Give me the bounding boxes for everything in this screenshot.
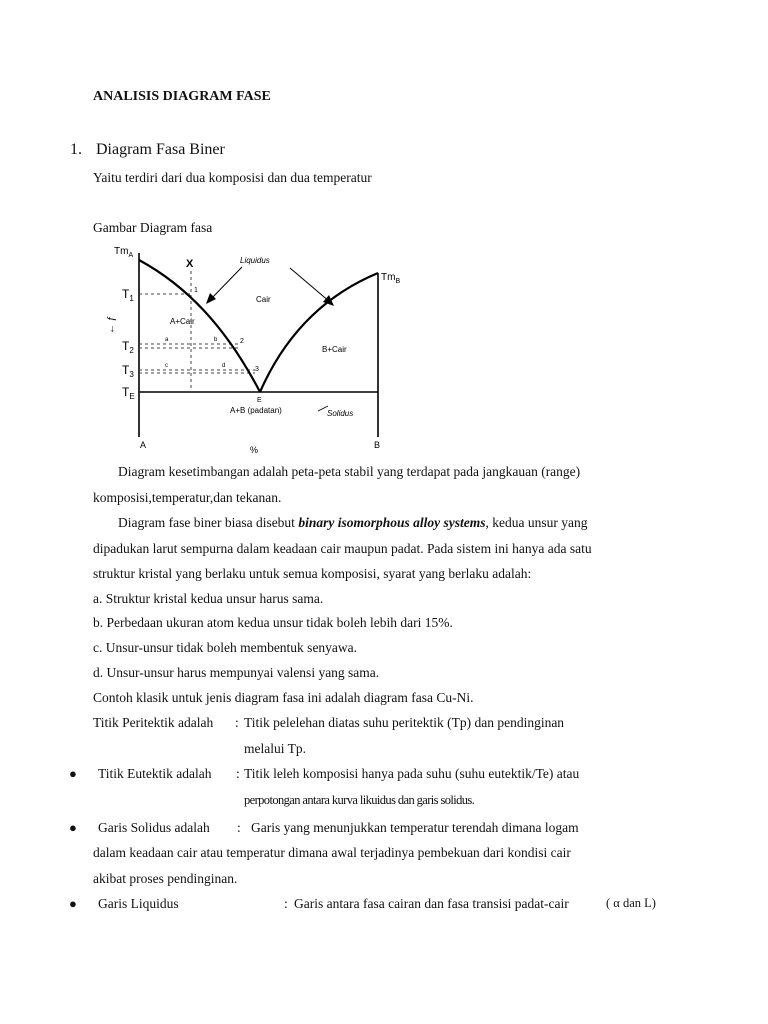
page-title: ANALISIS DIAGRAM FASE [93, 89, 271, 104]
label-cair: Cair [256, 295, 271, 304]
section-title: Diagram Fasa Biner [96, 141, 225, 158]
label-padatan: A+B (padatan) [230, 406, 282, 415]
label-point-e: E [257, 397, 262, 404]
label-te: $T_E$ [122, 385, 135, 401]
label-t2: $T_2$ [122, 339, 134, 355]
label-tm-a: $Tm_A$ [114, 246, 134, 259]
liquidus-colon: : [284, 896, 288, 911]
p2-line3: struktur kristal yang berlaku untuk semua komposisi, syarat yang berlaku adalah: [93, 566, 532, 581]
eutektik-colon: : [236, 766, 240, 781]
solidus-def3: akibat proses pendinginan. [93, 871, 238, 886]
arrow-right-shaft [290, 268, 330, 302]
solidus-def2: dalam keadaan cair atau temperatur dimana awal terjadinya pembekuan dari kondisi cair [93, 845, 571, 860]
label-point-a: a [165, 337, 169, 343]
arrow-left-shaft [210, 267, 242, 300]
bullet-dot-liquidus: ● [69, 896, 77, 911]
label-point-2: 2 [240, 338, 244, 345]
section-number: 1. [70, 141, 82, 158]
label-x: X [186, 258, 194, 270]
list-item: b. Perbedaan ukuran atom kedua unsur tidak boleh lebih dari 15%. [93, 615, 453, 630]
label-axis-b: B [374, 440, 381, 450]
list-item: a. Struktur kristal kedua unsur harus sama. [93, 591, 324, 606]
label-solidus: Solidus [327, 409, 354, 418]
p1-line2: komposisi,temperatur,dan tekanan. [93, 490, 282, 505]
label-tm-b: $Tm_B$ [381, 272, 400, 285]
label-point-b: b [214, 337, 218, 343]
label-axis-a: A [140, 440, 147, 450]
label-b-cair: B+Cair [322, 345, 347, 354]
intro-text: Yaitu terdiri dari dua komposisi dan dua temperatur [93, 170, 372, 185]
label-t3: $T_3$ [122, 363, 134, 379]
solidus-colon: : [237, 820, 241, 835]
peritektik-def2: melalui Tp. [244, 741, 306, 756]
term-binary-isomorphous: binary isomorphous alloy systems [298, 515, 486, 530]
bullet-dot-solidus: ● [69, 820, 77, 835]
eutektik-def2: perpotongan antara kurva likuidus dan garis solidus. [244, 793, 475, 807]
list-item: d. Unsur-unsur harus mempunyai valensi yang sama. [93, 665, 380, 680]
liquidus-def1: Garis antara fasa cairan dan fasa transisi padat-cair [294, 896, 569, 911]
liquidus-curve-left [139, 260, 260, 392]
label-temp-axis: ← ƒ [106, 315, 117, 334]
liquidus-def2: ( α dan L) [606, 896, 656, 910]
p2-line2: dipadukan larut sempurna dalam keadaan cair maupun padat. Pada sistem ini hanya ada satu [93, 541, 592, 556]
label-a-cair: A+Cair [170, 317, 195, 326]
label-t1: $T_1$ [122, 287, 134, 303]
phase-diagram [100, 240, 400, 455]
solidus-term: Garis Solidus adalah [98, 820, 210, 835]
example-text: Contoh klasik untuk jenis diagram fasa ini adalah diagram fasa Cu-Ni. [93, 690, 474, 705]
peritektik-term: Titik Peritektik adalah [93, 715, 214, 730]
bullet-dot-eutektik: ● [69, 766, 77, 781]
label-axis-pct: % [250, 445, 259, 455]
figure-caption: Gambar Diagram fasa [93, 220, 213, 235]
liquidus-curve-right [260, 273, 378, 392]
label-point-3: 3 [255, 366, 259, 373]
solidus-def1: Garis yang menunjukkan temperatur terendah dimana logam [251, 820, 579, 835]
label-liquidus: Liquidus [240, 256, 270, 265]
label-point-d: d [222, 363, 226, 369]
eutektik-term: Titik Eutektik adalah [98, 766, 212, 781]
eutektik-def1: Titik leleh komposisi hanya pada suhu (suhu eutektik/Te) atau [244, 766, 580, 781]
peritektik-colon: : [235, 715, 239, 730]
liquidus-term: Garis Liquidus [98, 896, 179, 911]
peritektik-def1: Titik pelelehan diatas suhu peritektik (Tp) dan pendinginan [244, 715, 565, 730]
label-point-c: c [165, 363, 168, 369]
p1-line1: Diagram kesetimbangan adalah peta-peta stabil yang terdapat pada jangkauan (range) [118, 464, 581, 479]
section-heading [70, 141, 225, 159]
p2-line1: Diagram fase biner biasa disebut binary isomorphous alloy systems, kedua unsur yang [118, 515, 588, 530]
label-point-1: 1 [194, 287, 198, 294]
list-item: c. Unsur-unsur tidak boleh membentuk senyawa. [93, 640, 358, 655]
